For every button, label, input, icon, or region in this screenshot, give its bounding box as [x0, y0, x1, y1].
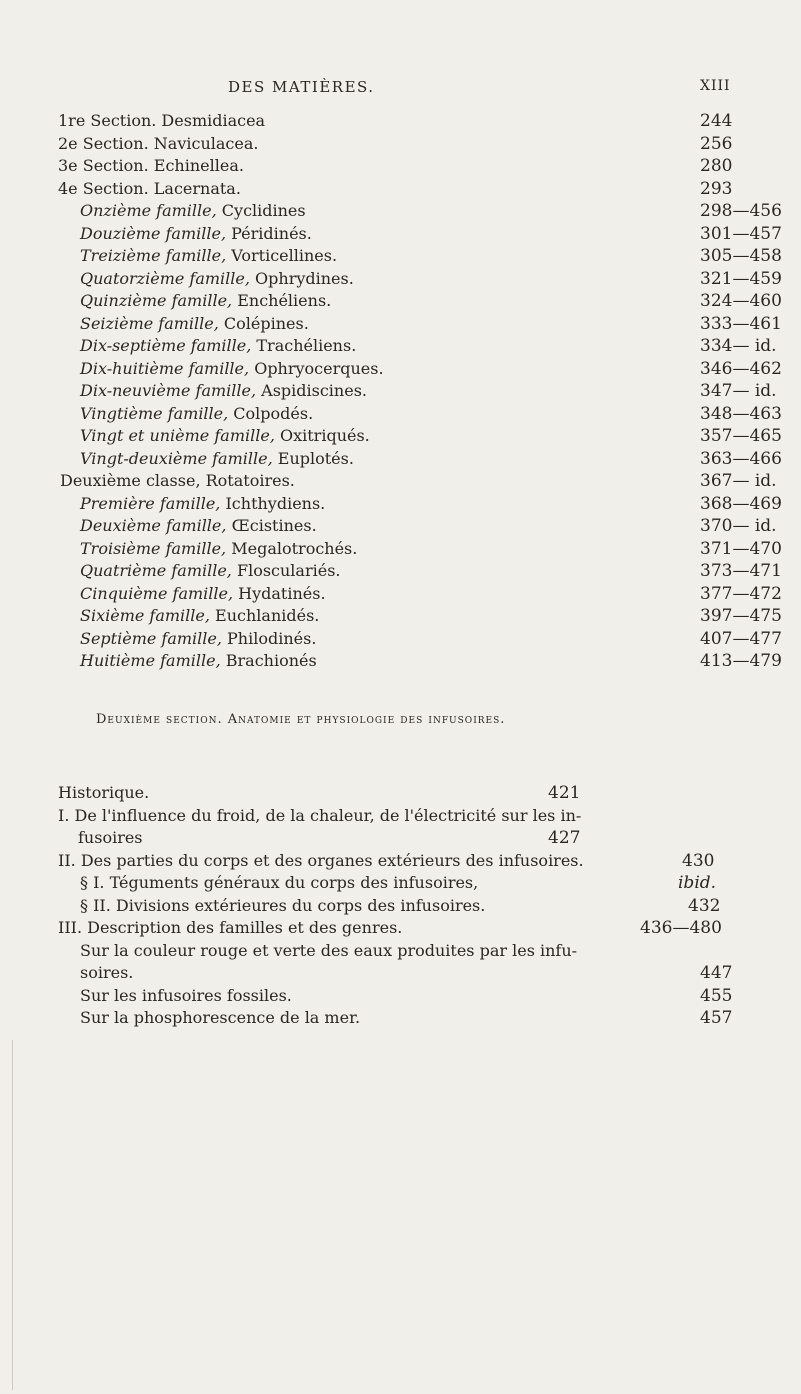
contents-entry: [0, 782, 801, 805]
contents-entry-page: 455: [700, 985, 733, 1006]
contents-entry-label: II. Des parties du corps et des organes extérieurs des infusoires.: [58, 850, 584, 870]
section-heading-text: Deuxième section. Anatomie et physiologie des infusoires.: [96, 712, 506, 727]
toc-entry-label: [58, 155, 244, 178]
toc-entry-family: Quatrième famille,: [80, 561, 232, 580]
toc-entry-page: 324—460: [700, 291, 782, 311]
toc-entry-text: Flosculariés.: [231, 561, 341, 580]
toc-entry-text: Cyclidines: [216, 201, 306, 220]
toc-entry-label: [80, 493, 325, 516]
toc-entry-family: Douzième famille,: [80, 223, 227, 243]
toc-entry-text: Brachionés: [220, 651, 317, 670]
toc-entry-text: Oxitriqués.: [274, 426, 370, 445]
toc-entry-page: 371—470: [700, 538, 782, 559]
toc-entry-text: Megalotrochés.: [226, 538, 358, 558]
toc-entry: [0, 290, 801, 313]
toc-entry-family: Vingt et unième famille,: [80, 426, 275, 445]
toc-entry-label: [80, 358, 384, 381]
toc-entry-family: Première famille,: [80, 493, 221, 513]
toc-entry-family: Cinquième famille,: [80, 583, 234, 603]
toc-entry-page: 280: [700, 156, 733, 176]
toc-entry-text: 1re Section. Desmidiacea: [58, 111, 266, 130]
toc-entry-label: [80, 313, 309, 336]
toc-entry-page: 293: [700, 178, 733, 199]
toc-entry-family: Huitième famille,: [80, 651, 221, 670]
contents-entry-page: ibid.: [678, 873, 717, 893]
contents-entry-page: 457: [700, 1008, 733, 1028]
toc-entry-text: Aspidiscines.: [256, 381, 367, 400]
toc-entry-page: 377—472: [700, 583, 782, 604]
toc-entry-page: 367— id.: [700, 471, 777, 491]
toc-entry: [0, 335, 801, 358]
toc-entry: [0, 133, 801, 156]
toc-entry-family: Vingtième famille,: [80, 403, 229, 423]
contents-entry-label: soires.: [80, 963, 134, 982]
contents-entry: [0, 917, 801, 940]
toc-entry-text: Ophryocerques.: [249, 358, 384, 378]
toc-entry: [0, 155, 801, 178]
contents-entry-label: Sur les infusoires fossiles.: [80, 985, 292, 1005]
toc-entry-text: Enchéliens.: [232, 291, 332, 310]
toc-entry-text: 3e Section. Echinellea.: [58, 156, 244, 175]
toc-entry-text: Péridinés.: [226, 223, 312, 243]
toc-entry-page: 370— id.: [700, 516, 777, 536]
toc-entry-label: [80, 200, 306, 223]
toc-entry-family: Treizième famille,: [80, 246, 227, 265]
contents-entry-page: 427: [548, 828, 581, 848]
contents-entry-label: I. De l'influence du froid, de la chaleur, de l'électricité sur les in-: [58, 805, 582, 825]
toc-entry-family: Deuxième famille,: [80, 516, 227, 535]
contents-entry-page: 421: [548, 783, 581, 803]
toc-entry-page: 413—479: [700, 651, 782, 671]
toc-entry-page: 321—459: [700, 268, 782, 289]
toc-entry-page: 347— id.: [700, 381, 777, 401]
toc-entry-page: 301—457: [700, 223, 782, 244]
contents-entry-label: fusoires: [78, 828, 143, 847]
toc-entry-text: Ophrydines.: [249, 268, 354, 288]
toc-entry-label: [80, 583, 326, 606]
toc-entry-label: [58, 133, 258, 156]
toc-entry: [0, 448, 801, 471]
toc-entry-label: [80, 650, 317, 673]
toc-entry-text: Vorticellines.: [226, 246, 338, 265]
toc-entry-text: 2e Section. Naviculacea.: [58, 133, 259, 153]
toc-entry: [0, 605, 801, 628]
contents-entry: [0, 940, 801, 963]
toc-entry-page: 334— id.: [700, 336, 777, 356]
toc-entry-label: [60, 470, 295, 493]
contents-entry: [0, 985, 801, 1008]
table-of-contents: [0, 110, 801, 673]
page-number: XIII: [700, 78, 731, 94]
contents-entry-label: Sur la couleur rouge et verte des eaux produites par les infu-: [80, 940, 578, 960]
toc-entry-page: 363—466: [700, 448, 782, 469]
contents-entry-label: Sur la phosphorescence de la mer.: [80, 1008, 361, 1027]
toc-entry: [0, 110, 801, 133]
toc-entry-page: 348—463: [700, 403, 782, 424]
toc-entry-page: 333—461: [700, 313, 782, 334]
toc-entry: [0, 178, 801, 201]
contents-entry: [0, 805, 801, 828]
toc-entry-page: 346—462: [700, 358, 782, 379]
toc-entry-family: Troisième famille,: [80, 538, 227, 558]
toc-entry: [0, 583, 801, 606]
contents-entry-label: § II. Divisions extérieures du corps des infusoires.: [80, 895, 486, 915]
toc-entry-label: [80, 335, 356, 358]
toc-entry-page: 397—475: [700, 606, 782, 626]
toc-entry-family: Quatorzième famille,: [80, 268, 250, 288]
toc-entry-label: [80, 605, 319, 628]
toc-entry-family: Onzième famille,: [80, 201, 217, 220]
contents-entry: [0, 827, 801, 850]
toc-entry-family: Quinzième famille,: [80, 291, 233, 310]
toc-entry-label: [80, 268, 354, 291]
page-edge-shadow: [12, 1040, 13, 1390]
toc-entry: [0, 380, 801, 403]
toc-entry: [0, 313, 801, 336]
contents-entry-page: 430: [682, 850, 715, 871]
running-head: [0, 78, 801, 102]
toc-entry-label: [80, 538, 357, 561]
toc-entry-text: Deuxième classe, Rotatoires.: [60, 471, 295, 490]
toc-entry-text: Colpodés.: [228, 403, 314, 423]
toc-entry: [0, 268, 801, 291]
toc-entry: [0, 470, 801, 493]
toc-entry-family: Septième famille,: [80, 628, 222, 648]
toc-entry-text: Trachéliens.: [251, 336, 357, 355]
contents-entry-page: 436—480: [640, 918, 722, 938]
toc-entry-page: 407—477: [700, 628, 782, 649]
contents-entry-page: 447: [700, 963, 733, 983]
toc-entry-family: Vingt-deuxième famille,: [80, 448, 273, 468]
toc-entry-page: 373—471: [700, 561, 782, 581]
toc-entry-page: 298—456: [700, 201, 782, 221]
toc-entry-label: [80, 560, 341, 583]
toc-entry: [0, 628, 801, 651]
toc-entry-label: [80, 515, 317, 538]
toc-entry-page: 244: [700, 111, 733, 131]
contents-entry-label: Historique.: [58, 783, 150, 802]
toc-entry-page: 368—469: [700, 493, 782, 514]
toc-entry-label: [58, 178, 241, 201]
toc-entry-family: Dix-huitième famille,: [80, 358, 250, 378]
toc-entry: [0, 493, 801, 516]
toc-entry: [0, 538, 801, 561]
toc-entry: [0, 515, 801, 538]
toc-entry-label: [58, 110, 265, 133]
toc-entry: [0, 560, 801, 583]
toc-entry-text: Euplotés.: [272, 448, 354, 468]
toc-entry: [0, 245, 801, 268]
toc-entry-label: [80, 448, 354, 471]
section-contents: [0, 782, 801, 1030]
contents-entry: [0, 1007, 801, 1030]
section-heading: [96, 712, 505, 727]
toc-entry-text: Hydatinés.: [233, 583, 326, 603]
toc-entry-text: Ichthydiens.: [220, 493, 326, 513]
contents-entry: [0, 895, 801, 918]
toc-entry: [0, 358, 801, 381]
toc-entry-family: Seizième famille,: [80, 313, 219, 333]
contents-entry-label: III. Description des familles et des genres.: [58, 918, 403, 937]
toc-entry-family: Dix-neuvième famille,: [80, 381, 257, 400]
toc-entry-text: 4e Section. Lacernata.: [58, 178, 241, 198]
toc-entry-family: Dix-septième famille,: [80, 336, 252, 355]
toc-entry-label: [80, 380, 367, 403]
running-head-title: DES MATIÈRES.: [228, 78, 375, 96]
toc-entry-family: Sixième famille,: [80, 606, 210, 625]
toc-entry-label: [80, 245, 337, 268]
toc-entry-page: 305—458: [700, 246, 782, 266]
toc-entry-text: Euchlanidés.: [209, 606, 320, 625]
toc-entry-page: 256: [700, 133, 733, 154]
toc-entry-label: [80, 425, 370, 448]
toc-entry: [0, 425, 801, 448]
toc-entry-label: [80, 290, 331, 313]
toc-entry: [0, 650, 801, 673]
toc-entry-page: 357—465: [700, 426, 782, 446]
toc-entry-text: Œcistines.: [226, 516, 317, 535]
contents-entry: [0, 962, 801, 985]
toc-entry: [0, 200, 801, 223]
toc-entry-label: [80, 628, 316, 651]
toc-entry-label: [80, 223, 312, 246]
toc-entry: [0, 223, 801, 246]
toc-entry: [0, 403, 801, 426]
toc-entry-text: Philodinés.: [221, 628, 317, 648]
toc-entry-text: Colépines.: [218, 313, 309, 333]
toc-entry-label: [80, 403, 313, 426]
contents-entry-label: § I. Téguments généraux du corps des infusoires,: [80, 873, 479, 892]
contents-entry: [0, 872, 801, 895]
contents-entry: [0, 850, 801, 873]
contents-entry-page: 432: [688, 895, 721, 916]
